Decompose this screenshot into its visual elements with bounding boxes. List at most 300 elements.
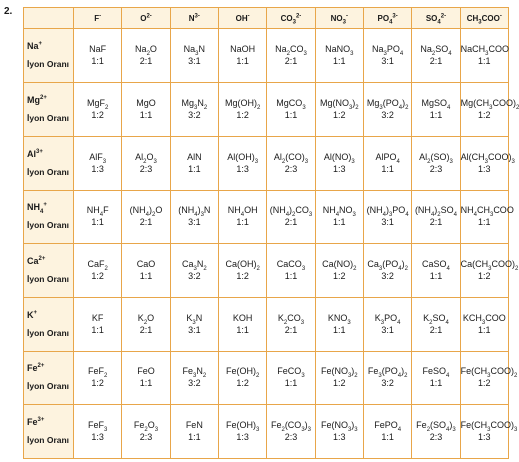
formula-text: Al(CH bbox=[460, 151, 485, 162]
compound-formula bbox=[219, 152, 266, 163]
formula-subscript: 3 bbox=[303, 51, 307, 58]
formula-subscript: 2 bbox=[426, 426, 431, 433]
formula-text: K bbox=[137, 312, 144, 323]
ion-ratio: 1:1 bbox=[236, 324, 249, 335]
cation-header bbox=[24, 351, 74, 405]
formula-text: K bbox=[423, 312, 430, 323]
compound-formula bbox=[412, 205, 459, 219]
formula-text: ) bbox=[351, 366, 355, 377]
formula-subscript: 3 bbox=[484, 158, 488, 165]
formula-text: O bbox=[146, 151, 154, 162]
compound-formula bbox=[267, 313, 314, 324]
cation-row bbox=[24, 29, 509, 83]
compound-formula bbox=[412, 152, 459, 163]
anion-header bbox=[74, 8, 122, 29]
cation-symbol bbox=[27, 95, 73, 106]
compound-formula bbox=[219, 44, 266, 55]
compound-cell bbox=[218, 297, 266, 351]
ion-ratio: 1:1 bbox=[139, 378, 153, 389]
ion-ratio: 1:1 bbox=[284, 110, 298, 120]
compound-formula bbox=[460, 205, 514, 219]
formula-subscript: 4 bbox=[430, 212, 435, 219]
compound-cell bbox=[170, 405, 218, 459]
compound-formula bbox=[316, 259, 363, 270]
formula-subscript: 4 bbox=[396, 158, 400, 165]
ion-ratio: 1:3 bbox=[333, 163, 346, 174]
formula-text: Fe(OH) bbox=[225, 366, 256, 377]
ion-table-body bbox=[24, 8, 519, 459]
formula-subscript: 2 bbox=[143, 319, 148, 326]
compound-formula bbox=[219, 313, 266, 324]
ion-ratio: 1:3 bbox=[236, 163, 249, 174]
formula-text: K bbox=[27, 309, 34, 320]
anion-symbol-tail: COO bbox=[481, 13, 500, 23]
formula-subscript: 2 bbox=[429, 319, 433, 326]
formula-subscript: 4 bbox=[382, 212, 386, 219]
formula-text: COO bbox=[485, 312, 506, 323]
compound-formula bbox=[74, 420, 121, 431]
compound-cell bbox=[170, 29, 218, 83]
formula-text: CO bbox=[287, 312, 301, 323]
formula-subscript: 2 bbox=[514, 265, 519, 272]
compound-cell bbox=[122, 136, 170, 190]
ion-ratio: 1:2 bbox=[91, 378, 104, 389]
formula-text: O bbox=[149, 44, 157, 55]
formula-text: NaCH bbox=[460, 44, 486, 55]
compound-formula bbox=[74, 98, 121, 109]
ion-ratio-label: İyon Oranı bbox=[27, 435, 70, 446]
formula-text: O bbox=[147, 420, 155, 431]
compound-cell bbox=[218, 351, 266, 405]
formula-text: KNO bbox=[327, 312, 348, 323]
formula-subscript: 3 bbox=[511, 158, 515, 165]
formula-text: FePO bbox=[374, 420, 398, 431]
compound-formula bbox=[364, 313, 411, 324]
formula-text: NO bbox=[339, 205, 353, 216]
formula-subscript: 3 bbox=[304, 158, 309, 165]
compound-formula bbox=[171, 205, 218, 219]
formula-text: PO bbox=[392, 205, 406, 216]
formula-text: PO bbox=[386, 44, 400, 55]
formula-text: Na bbox=[420, 44, 432, 55]
cation-symbol bbox=[27, 149, 73, 160]
compound-cell bbox=[267, 136, 315, 190]
ion-ratio: 1:1 bbox=[429, 378, 443, 389]
compound-cell bbox=[315, 83, 363, 137]
cation-header bbox=[24, 136, 74, 190]
formula-subscript: 2 bbox=[515, 104, 519, 111]
compound-cell bbox=[460, 351, 518, 405]
ion-charge: + bbox=[43, 202, 47, 209]
formula-subscript: 2 bbox=[104, 265, 108, 272]
compound-cell bbox=[363, 29, 411, 83]
formula-text: (PO bbox=[382, 259, 399, 270]
compound-cell bbox=[170, 351, 218, 405]
formula-subscript: 4 bbox=[405, 212, 409, 219]
compound-cell bbox=[74, 351, 122, 405]
compound-cell bbox=[122, 405, 170, 459]
ion-ratio: 1:3 bbox=[91, 432, 104, 443]
formula-text: N bbox=[197, 98, 204, 108]
compound-formula bbox=[316, 152, 363, 163]
compound-cell bbox=[412, 29, 460, 83]
compound-formula bbox=[171, 420, 218, 431]
formula-subscript: 2 bbox=[405, 104, 409, 111]
compound-cell bbox=[218, 83, 266, 137]
anion-header bbox=[122, 8, 170, 29]
formula-text: Fe bbox=[27, 363, 38, 374]
ion-ratio: 1:1 bbox=[91, 56, 104, 67]
compound-cell bbox=[122, 244, 170, 298]
formula-text: (PO bbox=[381, 366, 398, 377]
compound-cell bbox=[315, 297, 363, 351]
formula-subscript: 2 bbox=[144, 426, 148, 433]
formula-text: Fe bbox=[182, 366, 193, 377]
cation-symbol bbox=[27, 310, 73, 321]
formula-text: ) bbox=[351, 420, 355, 431]
compound-formula bbox=[316, 420, 363, 431]
formula-text: Ca bbox=[367, 259, 379, 270]
formula-subscript: 3 bbox=[380, 319, 385, 326]
formula-subscript: 3 bbox=[352, 212, 356, 219]
compound-cell bbox=[460, 297, 508, 351]
formula-text: Mg(NO bbox=[319, 98, 349, 108]
cation-symbol bbox=[27, 256, 73, 267]
ion-ratio: 2:3 bbox=[429, 432, 443, 443]
formula-text: Ca(NO) bbox=[322, 259, 354, 270]
question-number: 2. bbox=[4, 6, 13, 17]
formula-subscript: 2 bbox=[104, 373, 108, 380]
formula-text: N bbox=[198, 44, 205, 55]
ion-charge: 3+ bbox=[37, 417, 45, 424]
formula-text: ) bbox=[434, 205, 438, 216]
compound-formula bbox=[316, 44, 363, 58]
compound-formula bbox=[74, 205, 121, 219]
ion-ratio: 1:2 bbox=[333, 378, 346, 389]
formula-subscript: 2 bbox=[203, 265, 207, 272]
formula-text: CaCO bbox=[276, 259, 302, 270]
formula-text: O bbox=[155, 205, 163, 216]
ion-ratio: 2:3 bbox=[429, 163, 443, 174]
compound-formula bbox=[460, 366, 518, 380]
formula-text: FeCO bbox=[277, 366, 302, 377]
formula-subscript: 3 bbox=[154, 426, 159, 433]
ion-charge: + bbox=[33, 309, 38, 316]
formula-text: (NH bbox=[129, 205, 146, 216]
formula-subscript: 3 bbox=[192, 319, 196, 326]
compound-cell bbox=[315, 405, 363, 459]
ion-ratio-label: İyon Oranı bbox=[27, 274, 70, 285]
formula-text: Na bbox=[275, 44, 287, 55]
ion-ratio: 1:2 bbox=[333, 271, 346, 282]
compound-formula bbox=[412, 44, 459, 58]
cation-header bbox=[24, 29, 74, 83]
formula-text: COO) bbox=[490, 366, 514, 377]
formula-text: (CO bbox=[284, 420, 302, 431]
formula-subscript: 3 bbox=[378, 265, 383, 272]
formula-text: N bbox=[196, 259, 204, 270]
compound-cell bbox=[122, 29, 170, 83]
ion-charge: 2+ bbox=[37, 363, 45, 370]
formula-text: Mg(OH) bbox=[224, 98, 257, 108]
formula-subscript: 2 bbox=[404, 265, 408, 272]
formula-subscript: 2 bbox=[281, 158, 286, 165]
formula-subscript: 4 bbox=[446, 265, 450, 272]
compound-cell bbox=[363, 244, 411, 298]
compound-cell bbox=[267, 297, 315, 351]
formula-subscript: 3 bbox=[200, 212, 204, 219]
formula-text: FeSO bbox=[422, 366, 447, 377]
anion-subscript: 3 bbox=[342, 19, 346, 26]
ion-ratio: 2:1 bbox=[284, 324, 298, 335]
compound-cell bbox=[315, 29, 363, 83]
ion-charge: 2+ bbox=[38, 256, 46, 263]
compound-cell bbox=[460, 405, 518, 459]
ion-ratio: 1:1 bbox=[284, 378, 298, 389]
compound-cell bbox=[218, 244, 266, 298]
formula-subscript: 4 bbox=[397, 373, 402, 380]
formula-subscript: 2 bbox=[256, 104, 261, 111]
compound-cell bbox=[122, 351, 170, 405]
cation-row bbox=[24, 405, 509, 459]
ion-ratio-label: İyon Oranı bbox=[27, 166, 70, 177]
formula-text: N bbox=[195, 312, 203, 323]
compound-cell bbox=[74, 190, 122, 244]
formula-text: Na bbox=[135, 44, 147, 55]
anion-subscript: 3 bbox=[292, 19, 296, 26]
formula-text: Fe(NO bbox=[320, 366, 348, 377]
formula-subscript: 2 bbox=[437, 212, 441, 219]
compound-formula bbox=[122, 152, 169, 163]
formula-subscript: 2 bbox=[256, 265, 260, 272]
formula-text: (SO) bbox=[430, 151, 450, 162]
ion-ratio: 2:3 bbox=[139, 163, 153, 174]
compound-formula bbox=[122, 205, 169, 219]
ion-ratio: 2:1 bbox=[429, 324, 443, 335]
ion-ratio: 3:1 bbox=[188, 217, 201, 228]
cation-row bbox=[24, 83, 509, 137]
formula-subscript: 3 bbox=[383, 51, 387, 58]
ion-ratio: 3:1 bbox=[381, 56, 394, 67]
compound-cell bbox=[363, 351, 411, 405]
compound-cell bbox=[267, 244, 315, 298]
formula-subscript: 4 bbox=[445, 319, 449, 326]
formula-subscript: 3 bbox=[193, 104, 198, 111]
formula-text: COO) bbox=[487, 151, 512, 162]
compound-cell bbox=[460, 190, 514, 244]
cation-row bbox=[24, 136, 509, 190]
formula-subscript: 3 bbox=[487, 373, 491, 380]
formula-subscript: 4 bbox=[398, 104, 403, 111]
ion-ratio: 1:2 bbox=[478, 271, 491, 282]
anion-header bbox=[363, 8, 411, 29]
compound-formula bbox=[171, 98, 218, 109]
anion-symbol: OH bbox=[235, 13, 248, 23]
compound-formula bbox=[364, 152, 411, 163]
formula-subscript: 3 bbox=[452, 426, 456, 433]
formula-text: OH bbox=[244, 205, 258, 216]
formula-subscript: 3 bbox=[254, 158, 259, 165]
ion-ratio: 3:2 bbox=[188, 271, 201, 282]
formula-text: (NH bbox=[414, 205, 431, 216]
formula-subscript: 3 bbox=[347, 319, 351, 326]
compound-cell bbox=[74, 244, 122, 298]
compound-formula bbox=[267, 205, 314, 219]
compound-cell bbox=[315, 136, 363, 190]
ion-ratio: 1:1 bbox=[478, 324, 491, 335]
formula-text: MgSO bbox=[421, 98, 448, 108]
compound-cell bbox=[267, 405, 315, 459]
formula-text: Na bbox=[372, 44, 384, 55]
compound-cell bbox=[74, 136, 122, 190]
ion-ratio: 3:1 bbox=[381, 324, 394, 335]
formula-text: Al bbox=[135, 151, 144, 162]
formula-subscript: 3 bbox=[379, 104, 383, 111]
anion-symbol: N bbox=[188, 13, 195, 23]
formula-text: FeO bbox=[137, 366, 155, 377]
compound-cell bbox=[170, 190, 218, 244]
compound-cell bbox=[460, 136, 515, 190]
compound-cell bbox=[122, 83, 170, 137]
ion-charge: 2+ bbox=[40, 95, 47, 101]
formula-text: Ca bbox=[27, 256, 39, 267]
compound-formula bbox=[364, 44, 411, 58]
compound-cell bbox=[267, 190, 315, 244]
compound-cell bbox=[74, 29, 122, 83]
compound-formula bbox=[171, 44, 218, 58]
compound-cell bbox=[460, 244, 519, 298]
formula-text: Fe(OH) bbox=[225, 420, 256, 431]
formula-text: Mg bbox=[366, 98, 380, 108]
compound-cell bbox=[363, 190, 411, 244]
formula-subscript: 2 bbox=[431, 51, 436, 58]
compound-cell bbox=[412, 136, 460, 190]
ion-ratio: 2:1 bbox=[284, 56, 298, 67]
formula-text: SO bbox=[440, 205, 454, 216]
formula-subscript: 4 bbox=[285, 212, 290, 219]
compound-cell bbox=[412, 83, 460, 137]
cation-row bbox=[24, 190, 509, 244]
ion-ratio-label: İyon Oranı bbox=[27, 327, 70, 338]
formula-subscript: 2 bbox=[104, 104, 109, 111]
ion-ratio: 3:2 bbox=[188, 378, 201, 389]
formula-text: AlF bbox=[89, 151, 103, 162]
formula-subscript: 2 bbox=[286, 51, 290, 58]
anion-subscript: 4 bbox=[389, 19, 393, 26]
formula-subscript: 3 bbox=[487, 426, 491, 433]
formula-text: MgCO bbox=[276, 98, 303, 108]
compound-formula bbox=[267, 420, 314, 431]
formula-subscript: 3 bbox=[489, 212, 494, 219]
ion-ratio: 1:1 bbox=[139, 110, 153, 120]
formula-text: MgF bbox=[86, 98, 105, 108]
ion-ratio: 3:2 bbox=[188, 110, 201, 120]
formula-text: CH bbox=[476, 205, 490, 216]
compound-formula bbox=[460, 259, 519, 272]
formula-subscript: 4 bbox=[145, 212, 149, 219]
anion-symbol: O bbox=[140, 13, 147, 23]
compound-cell bbox=[412, 297, 460, 351]
compound-cell bbox=[315, 351, 363, 405]
formula-text: KCH bbox=[462, 312, 482, 323]
formula-subscript: 4 bbox=[447, 104, 451, 111]
anion-charge: 2- bbox=[146, 13, 152, 20]
formula-subscript: 2 bbox=[202, 373, 207, 380]
formula-subscript: 3 bbox=[102, 158, 107, 165]
cation-header bbox=[24, 405, 74, 459]
formula-subscript: 3 bbox=[378, 373, 382, 380]
formula-subscript: 3 bbox=[301, 426, 305, 433]
formula-text: SO bbox=[432, 312, 446, 323]
formula-subscript: 2 bbox=[203, 104, 208, 111]
formula-text: Al bbox=[419, 151, 428, 162]
formula-subscript: 4 bbox=[446, 373, 450, 380]
compound-cell bbox=[315, 244, 363, 298]
compound-cell bbox=[267, 83, 315, 137]
compound-formula bbox=[74, 366, 121, 380]
formula-text: Fe bbox=[416, 420, 427, 431]
ion-ratio: 1:3 bbox=[236, 432, 249, 443]
formula-text: (NH bbox=[178, 205, 195, 216]
ion-ratio: 1:2 bbox=[333, 110, 346, 120]
formula-text: NH bbox=[322, 205, 336, 216]
formula-text: NH bbox=[86, 205, 100, 216]
formula-text: CO bbox=[289, 44, 304, 55]
cation-header bbox=[24, 297, 74, 351]
ion-ratio: 1:2 bbox=[236, 271, 249, 282]
formula-subscript: 4 bbox=[453, 212, 457, 219]
formula-text: MgO bbox=[136, 98, 156, 108]
formula-subscript: 2 bbox=[427, 158, 431, 165]
compound-formula bbox=[122, 366, 169, 377]
ion-ratio-label: İyon Oranı bbox=[27, 220, 70, 231]
compound-cell bbox=[412, 244, 460, 298]
ion-ratio: 1:3 bbox=[333, 432, 346, 443]
formula-text: CO bbox=[295, 205, 309, 216]
cation-header bbox=[24, 244, 74, 298]
compound-formula bbox=[219, 205, 266, 219]
anion-header bbox=[267, 8, 315, 29]
formula-text: FeN bbox=[185, 420, 203, 431]
anion-symbol: NO bbox=[330, 13, 343, 23]
ion-ratio: 1:1 bbox=[478, 56, 491, 67]
ion-ratio: 1:2 bbox=[91, 110, 104, 120]
compound-formula bbox=[461, 313, 508, 324]
compound-cell bbox=[412, 405, 460, 459]
anion-symbol: SO bbox=[425, 13, 438, 23]
formula-subscript: 2 bbox=[292, 212, 296, 219]
ion-ratio: 2:1 bbox=[139, 324, 153, 335]
formula-subscript: 3 bbox=[308, 212, 313, 219]
compound-formula bbox=[412, 259, 459, 270]
formula-text: F bbox=[103, 205, 109, 216]
ion-charge: + bbox=[38, 41, 43, 48]
ion-ratio: 2:1 bbox=[284, 217, 298, 228]
formula-text: ) bbox=[401, 366, 405, 377]
ion-ratio: 1:3 bbox=[478, 163, 491, 174]
anion-header bbox=[460, 8, 508, 29]
ion-ratio: 2:3 bbox=[139, 432, 153, 443]
formula-text: ) bbox=[385, 205, 389, 216]
ion-ratio: 1:1 bbox=[381, 163, 394, 174]
cation-symbol bbox=[27, 363, 73, 374]
formula-text: AlPO bbox=[375, 151, 397, 162]
formula-text: KF bbox=[91, 312, 104, 323]
formula-text: NH bbox=[460, 205, 474, 216]
formula-text: Mg(CH bbox=[460, 98, 490, 108]
formula-text: (SO bbox=[430, 420, 447, 431]
formula-text: K bbox=[186, 312, 193, 323]
